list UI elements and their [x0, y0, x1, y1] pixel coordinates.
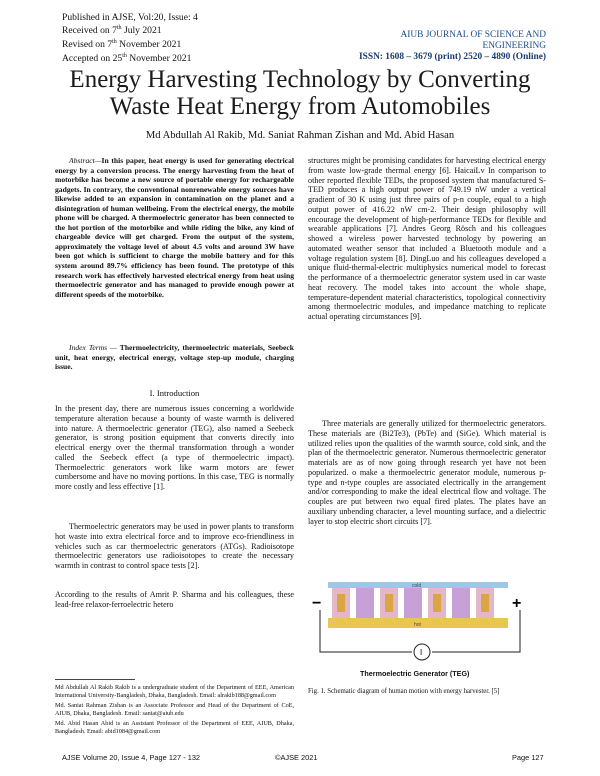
n-leg	[404, 588, 422, 618]
n-leg	[356, 588, 374, 618]
intro-paragraph-2	[55, 522, 294, 571]
revised-line: Revised on 7th November 2021	[62, 39, 182, 51]
junction	[337, 594, 345, 612]
abstract-text: In this paper, heat energy is used for generating electrical energy by a conversion process. The energy harvesting from the heat of motorbike has become a new source of portable energy for rechargeable gadgets. In contrary, the conventional nonrenewable energy sources have likewise added to an expansion in contamination on the planet and a disintegration of human wellbeing. From the electrical energy, the mobile phone will be charged. A thermoelectric generator has been connected to the hot portion of the motorbike and while riding the bike, any kind of chargeable device will get charged. From the output of the system, approximately the voltage level of about 4.5 volts and around 3W have been got which is sufficient to charge the mobile battery and for this system around 89.7% efficiency has been found. The prototype of this research work has effectively harvested electrical energy from heat using thermoelectric generator and has managed to provide enough power at different speeds of the motorbike.	[55, 156, 294, 299]
right-p2-text: Three materials are generally utilized for thermoelectric generators. These materials are (Bi2Te3), (PbTe) and (SiGe). Which material is utilized relies upon the qualities of the warmth source, cold sink, and the plan of the thermoelectric generator. Numerous thermoelectric generator materials are as of now going through research yet have not been popularized. o make a thermoelectric generator module, numerous p-type and n-type couples are associated electrically in the arrangement and/or corresponding to make the ideal electrical flow and voltage. The couples are put between two equal fired plates. The plates have an auxiliary unbending character, a level mounting surface, and a dielectric layer to stop electric short circuits [7].	[308, 419, 546, 526]
index-label: Index Terms —	[69, 343, 117, 352]
footnote-3: Md. Abid Hasan Abid is an Assistant Professor of the Department of EEE, AIUB, Dhaka, Bangladesh. Email: abid1084@gmail.com	[55, 720, 294, 735]
intro-paragraph-1	[55, 404, 294, 492]
title-line-2: Waste Heat Energy from Automobiles	[109, 93, 491, 120]
minus-sign: −	[312, 595, 322, 612]
footer-left: AJSE Volume 20, Issue 4, Page 127 - 132	[62, 753, 201, 762]
right-paragraph-1	[308, 156, 546, 322]
index-terms	[55, 343, 294, 372]
right-p1-text: structures might be promising candidates for harvesting electrical energy from waste low-grade thermal energy [6]. HaicaiLv In comparison to other reported flexible TEDs, the proposed system that manufactured S-TED produces a high output power of 749.19 nW under a vertical gradient of 30 K using just three pairs of p-n couple, equal to a high output power of 416.22 nW cm-2. Their design philosophy will encourage the development of high-performance TEDs for flexible and wearable applications [7]. Andres Georg Rösch and his colleagues showed a wireless power harvested technology by powering an automated weather sensor that included a Bluetooth module and a voltage regulation system [8]. DingLuo and his colleagues developed a unique fluid-thermal-electric multiphysics numerical model to forecast the performance of a thermoelectric generator system used in car waste heat recovery. The model takes into account the whole shape, temperature-dependent material characteristics, topological connectivity among thermoelectric modules, and impedance matching to replicate actual operating circumstances [9].	[308, 156, 546, 321]
junction	[433, 594, 441, 612]
hot-label: hot	[414, 622, 421, 628]
intro-p3-text: According to the results of Amrit P. Sharma and his colleagues, these lead-free relaxor-ferroelectric hetero	[55, 590, 294, 609]
cold-label: cold	[412, 583, 422, 589]
journal-info	[341, 30, 546, 63]
published-line: Published in AJSE, Vol:20, Issue: 4	[62, 12, 198, 23]
footer-center: ©AJSE 2021	[275, 753, 318, 762]
abstract	[55, 156, 294, 299]
load-label: I	[420, 648, 423, 657]
title-line-1: Energy Harvesting Technology by Converting	[69, 66, 531, 93]
plus-sign: +	[512, 595, 522, 612]
accepted-line: Accepted on 25th November 2021	[62, 52, 192, 64]
junction	[481, 594, 489, 612]
footnote-2: Md. Saniat Rahman Zishan is an Associate Professor and Head of the Department of CoE, AIUB, Dhaka, Bangladesh. Email: saniat@aiub.edu	[55, 702, 294, 717]
footnote-rule	[55, 679, 135, 680]
intro-p2-text: Thermoelectric generators may be used in power plants to transform hot waste into extra electrical force and to improve eco-friendliness in vehicles such as car thermoelectric generators (ATGs). Radioisotope thermoelectric generators use radioisotopes to create the necessary warmth in contrast to control space tests [2].	[55, 522, 294, 570]
intro-p1-text: In the present day, there are numerous issues concerning a worldwide temperature alteration because a bounty of waste warmth is delivered into nature. A thermoelectric generator (TEG), also named a Seebeck generator, is strong position equipment that converts directly into electrical energy over the thermal transformation through a wonder called the Seebeck effect (a type of thermoelectric impact). Thermoelectric generators work like warm motors are fewer cumbersome and have no moving portions. In this case, TEG is normally more costly and less effective [1].	[55, 404, 294, 491]
footnotes	[55, 684, 294, 736]
n-leg	[452, 588, 470, 618]
junction	[385, 594, 393, 612]
right-paragraph-2	[308, 419, 546, 526]
publication-info	[62, 12, 198, 64]
paper-title	[40, 66, 560, 120]
figure-caption: Fig. 1. Schematic diagram of human motion with energy harvester. [5]	[308, 688, 500, 695]
footer-right: Page 127	[512, 753, 544, 762]
footnote-1: Md Abdullah Al Rakib Rakib is a undergraduate student of the Department of EEE, American International University-Bangladesh, Dhaka, Bangladesh. Email: alrakib188@gmail.com	[55, 684, 294, 699]
journal-name: AIUB JOURNAL OF SCIENCE AND ENGINEERING	[400, 30, 546, 51]
figure-label: Thermoelectric Generator (TEG)	[360, 669, 470, 678]
section-heading: I. Introduction	[149, 388, 200, 398]
issn: ISSN: 1608 – 3679 (print) 2520 – 4890 (Online)	[359, 52, 546, 62]
authors: Md Abdullah Al Rakib, Md. Saniat Rahman Zishan and Md. Abid Hasan	[145, 130, 455, 141]
teg-figure	[308, 580, 546, 670]
teg-elements	[332, 588, 494, 618]
abstract-label: Abstract—	[69, 156, 102, 165]
index-text: Thermoelectricity, thermoelectric materials, Seebeck unit, heat energy, electrical energy, voltage step-up module, charging issue.	[55, 343, 295, 372]
received-line: Received on 7th July 2021	[62, 25, 162, 37]
intro-paragraph-3	[55, 590, 294, 610]
